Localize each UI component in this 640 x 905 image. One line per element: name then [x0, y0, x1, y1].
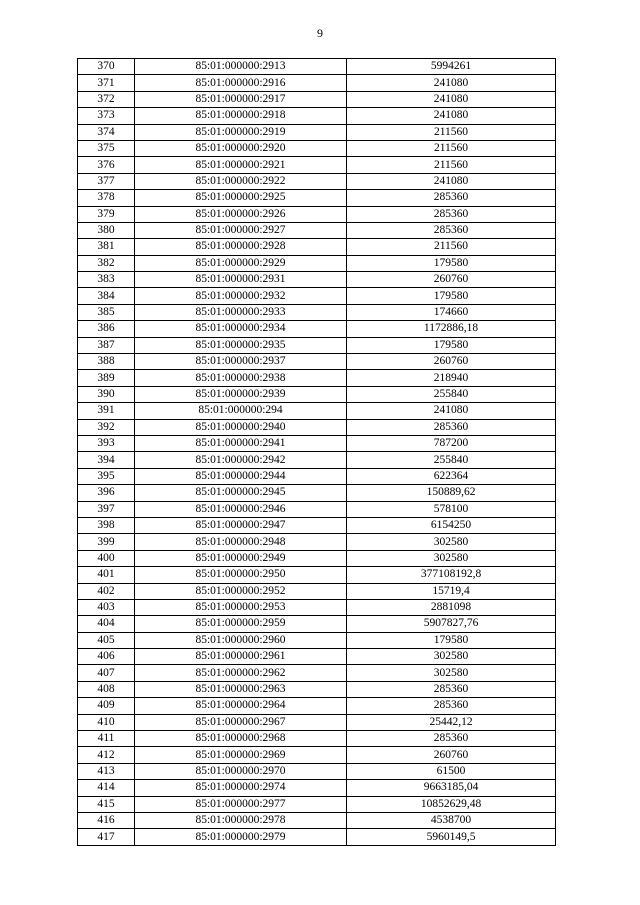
cadastral-number-cell: 85:01:000000:2932: [135, 288, 347, 304]
cadastral-number-cell: 85:01:000000:2935: [135, 337, 347, 353]
value-cell: 1172886,18: [347, 321, 556, 337]
value-cell: 622364: [347, 468, 556, 484]
cadastral-number-cell: 85:01:000000:2920: [135, 140, 347, 156]
value-cell: 25442,12: [347, 714, 556, 730]
table-row: [78, 780, 556, 796]
table-row: [78, 386, 556, 402]
table-row: [78, 649, 556, 665]
cadastral-number-cell: 85:01:000000:2945: [135, 485, 347, 501]
row-number-cell: 374: [78, 124, 135, 140]
table-row: [78, 501, 556, 517]
value-cell: 179580: [347, 255, 556, 271]
row-number-cell: 372: [78, 91, 135, 107]
table-row: [78, 59, 556, 75]
cadastral-number-cell: 85:01:000000:2926: [135, 206, 347, 222]
table-row: [78, 534, 556, 550]
value-cell: 5994261: [347, 59, 556, 75]
row-number-cell: 405: [78, 632, 135, 648]
table-row: [78, 452, 556, 468]
cadastral-number-cell: 85:01:000000:2947: [135, 517, 347, 533]
row-number-cell: 408: [78, 681, 135, 697]
table-row: [78, 124, 556, 140]
row-number-cell: 378: [78, 190, 135, 206]
row-number-cell: 387: [78, 337, 135, 353]
value-cell: 241080: [347, 108, 556, 124]
cadastral-number-cell: 85:01:000000:2940: [135, 419, 347, 435]
value-cell: 9663185,04: [347, 780, 556, 796]
table-row: [78, 698, 556, 714]
row-number-cell: 397: [78, 501, 135, 517]
cadastral-number-cell: 85:01:000000:2961: [135, 649, 347, 665]
table-row: [78, 468, 556, 484]
row-number-cell: 394: [78, 452, 135, 468]
table-row: [78, 255, 556, 271]
value-cell: 285360: [347, 419, 556, 435]
table-row: [78, 567, 556, 583]
row-number-cell: 406: [78, 649, 135, 665]
value-cell: 174660: [347, 304, 556, 320]
value-cell: 4538700: [347, 812, 556, 828]
page-number: 9: [317, 26, 323, 40]
value-cell: 302580: [347, 534, 556, 550]
cadastral-number-cell: 85:01:000000:2929: [135, 255, 347, 271]
value-cell: 211560: [347, 239, 556, 255]
cadastral-number-cell: 85:01:000000:2937: [135, 354, 347, 370]
cadastral-number-cell: 85:01:000000:2946: [135, 501, 347, 517]
cadastral-number-cell: 85:01:000000:2927: [135, 222, 347, 238]
value-cell: 255840: [347, 386, 556, 402]
cadastral-number-cell: 85:01:000000:2944: [135, 468, 347, 484]
cadastral-number-cell: 85:01:000000:2931: [135, 272, 347, 288]
table-row: [78, 665, 556, 681]
value-cell: 285360: [347, 698, 556, 714]
row-number-cell: 384: [78, 288, 135, 304]
row-number-cell: 392: [78, 419, 135, 435]
table-row: [78, 304, 556, 320]
value-cell: 211560: [347, 140, 556, 156]
row-number-cell: 412: [78, 747, 135, 763]
row-number-cell: 389: [78, 370, 135, 386]
table-row: [78, 419, 556, 435]
cadastral-number-cell: 85:01:000000:2921: [135, 157, 347, 173]
table-row: [78, 747, 556, 763]
row-number-cell: 396: [78, 485, 135, 501]
cadastral-number-cell: 85:01:000000:2953: [135, 599, 347, 615]
value-cell: 285360: [347, 222, 556, 238]
value-cell: 6154250: [347, 517, 556, 533]
cadastral-number-cell: 85:01:000000:2918: [135, 108, 347, 124]
row-number-cell: 400: [78, 550, 135, 566]
row-number-cell: 377: [78, 173, 135, 189]
row-number-cell: 414: [78, 780, 135, 796]
cadastral-number-cell: 85:01:000000:2960: [135, 632, 347, 648]
value-cell: 241080: [347, 91, 556, 107]
value-cell: 302580: [347, 550, 556, 566]
cadastral-number-cell: 85:01:000000:2978: [135, 812, 347, 828]
row-number-cell: 373: [78, 108, 135, 124]
row-number-cell: 402: [78, 583, 135, 599]
value-cell: 578100: [347, 501, 556, 517]
value-cell: 5907827,76: [347, 616, 556, 632]
cadastral-number-cell: 85:01:000000:2913: [135, 59, 347, 75]
value-cell: 255840: [347, 452, 556, 468]
value-cell: 241080: [347, 403, 556, 419]
table-row: [78, 485, 556, 501]
table-row: [78, 599, 556, 615]
row-number-cell: 380: [78, 222, 135, 238]
row-number-cell: 407: [78, 665, 135, 681]
cadastral-number-cell: 85:01:000000:294: [135, 403, 347, 419]
table-row: [78, 75, 556, 91]
cadastral-number-cell: 85:01:000000:2962: [135, 665, 347, 681]
row-number-cell: 404: [78, 616, 135, 632]
row-number-cell: 381: [78, 239, 135, 255]
value-cell: 211560: [347, 124, 556, 140]
cadastral-number-cell: 85:01:000000:2968: [135, 731, 347, 747]
value-cell: 302580: [347, 665, 556, 681]
row-number-cell: 410: [78, 714, 135, 730]
cadastral-number-cell: 85:01:000000:2970: [135, 763, 347, 779]
table-row: [78, 91, 556, 107]
cadastral-number-cell: 85:01:000000:2948: [135, 534, 347, 550]
cadastral-number-cell: 85:01:000000:2916: [135, 75, 347, 91]
row-number-cell: 399: [78, 534, 135, 550]
cadastral-number-cell: 85:01:000000:2952: [135, 583, 347, 599]
row-number-cell: 388: [78, 354, 135, 370]
value-cell: 10852629,48: [347, 796, 556, 812]
cadastral-number-cell: 85:01:000000:2938: [135, 370, 347, 386]
table-row: [78, 337, 556, 353]
table-row: [78, 206, 556, 222]
table-row: [78, 517, 556, 533]
table-row: [78, 222, 556, 238]
cadastral-number-cell: 85:01:000000:2949: [135, 550, 347, 566]
value-cell: 218940: [347, 370, 556, 386]
value-cell: 179580: [347, 288, 556, 304]
cadastral-number-cell: 85:01:000000:2959: [135, 616, 347, 632]
row-number-cell: 371: [78, 75, 135, 91]
cadastral-number-cell: 85:01:000000:2917: [135, 91, 347, 107]
table-row: [78, 550, 556, 566]
cadastral-number-cell: 85:01:000000:2967: [135, 714, 347, 730]
row-number-cell: 383: [78, 272, 135, 288]
cadastral-number-cell: 85:01:000000:2974: [135, 780, 347, 796]
row-number-cell: 416: [78, 812, 135, 828]
row-number-cell: 385: [78, 304, 135, 320]
table-row: [78, 108, 556, 124]
table-row: [78, 140, 556, 156]
value-cell: 285360: [347, 731, 556, 747]
cadastral-value-table: [77, 58, 556, 846]
cadastral-number-cell: 85:01:000000:2942: [135, 452, 347, 468]
row-number-cell: 413: [78, 763, 135, 779]
row-number-cell: 370: [78, 59, 135, 75]
table-row: [78, 583, 556, 599]
cadastral-number-cell: 85:01:000000:2969: [135, 747, 347, 763]
table-row: [78, 763, 556, 779]
cadastral-number-cell: 85:01:000000:2977: [135, 796, 347, 812]
value-cell: 211560: [347, 157, 556, 173]
cadastral-number-cell: 85:01:000000:2928: [135, 239, 347, 255]
cadastral-number-cell: 85:01:000000:2925: [135, 190, 347, 206]
table-row: [78, 354, 556, 370]
cadastral-number-cell: 85:01:000000:2939: [135, 386, 347, 402]
table-row: [78, 714, 556, 730]
row-number-cell: 398: [78, 517, 135, 533]
row-number-cell: 376: [78, 157, 135, 173]
row-number-cell: 375: [78, 140, 135, 156]
row-number-cell: 390: [78, 386, 135, 402]
cadastral-number-cell: 85:01:000000:2950: [135, 567, 347, 583]
cadastral-number-cell: 85:01:000000:2919: [135, 124, 347, 140]
row-number-cell: 382: [78, 255, 135, 271]
value-cell: 285360: [347, 206, 556, 222]
cadastral-number-cell: 85:01:000000:2963: [135, 681, 347, 697]
row-number-cell: 379: [78, 206, 135, 222]
table-row: [78, 157, 556, 173]
value-cell: 260760: [347, 272, 556, 288]
row-number-cell: 393: [78, 435, 135, 451]
cadastral-number-cell: 85:01:000000:2941: [135, 435, 347, 451]
value-cell: 241080: [347, 173, 556, 189]
table-row: [78, 403, 556, 419]
value-cell: 2881098: [347, 599, 556, 615]
table-row: [78, 272, 556, 288]
table-row: [78, 616, 556, 632]
row-number-cell: 401: [78, 567, 135, 583]
value-cell: 179580: [347, 632, 556, 648]
value-cell: 61500: [347, 763, 556, 779]
row-number-cell: 411: [78, 731, 135, 747]
row-number-cell: 415: [78, 796, 135, 812]
table-row: [78, 173, 556, 189]
table-row: [78, 239, 556, 255]
table-row: [78, 435, 556, 451]
value-cell: 179580: [347, 337, 556, 353]
value-cell: 5960149,5: [347, 829, 556, 845]
cadastral-number-cell: 85:01:000000:2934: [135, 321, 347, 337]
table-row: [78, 812, 556, 828]
value-cell: 285360: [347, 681, 556, 697]
cadastral-number-cell: 85:01:000000:2922: [135, 173, 347, 189]
row-number-cell: 403: [78, 599, 135, 615]
row-number-cell: 391: [78, 403, 135, 419]
value-cell: 302580: [347, 649, 556, 665]
cadastral-number-cell: 85:01:000000:2979: [135, 829, 347, 845]
table-body: [78, 59, 556, 846]
table-row: [78, 370, 556, 386]
value-cell: 377108192,8: [347, 567, 556, 583]
value-cell: 260760: [347, 354, 556, 370]
table-row: [78, 190, 556, 206]
table-row: [78, 288, 556, 304]
cadastral-number-cell: 85:01:000000:2964: [135, 698, 347, 714]
table-row: [78, 632, 556, 648]
table-row: [78, 321, 556, 337]
table-row: [78, 681, 556, 697]
value-cell: 150889,62: [347, 485, 556, 501]
row-number-cell: 409: [78, 698, 135, 714]
cadastral-number-cell: 85:01:000000:2933: [135, 304, 347, 320]
table-row: [78, 796, 556, 812]
value-cell: 285360: [347, 190, 556, 206]
row-number-cell: 417: [78, 829, 135, 845]
row-number-cell: 386: [78, 321, 135, 337]
value-cell: 787200: [347, 435, 556, 451]
value-cell: 260760: [347, 747, 556, 763]
value-cell: 241080: [347, 75, 556, 91]
table-row: [78, 731, 556, 747]
row-number-cell: 395: [78, 468, 135, 484]
table-row: [78, 829, 556, 845]
value-cell: 15719,4: [347, 583, 556, 599]
